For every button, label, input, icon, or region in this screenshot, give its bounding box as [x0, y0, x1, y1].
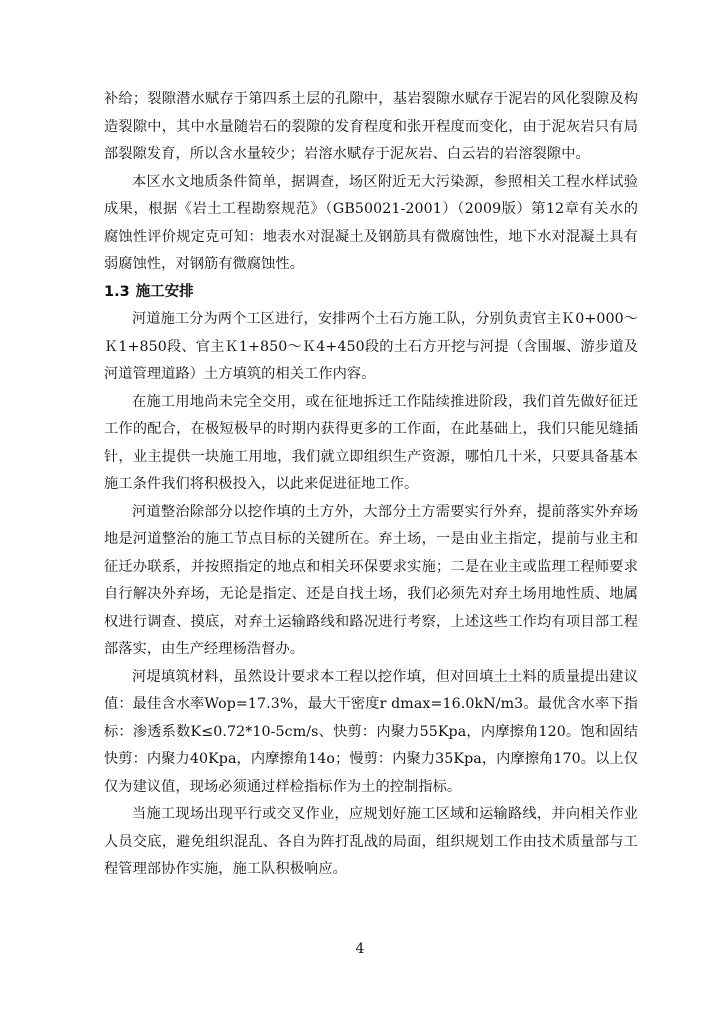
paragraph-spoil-disposal: 河道整治除部分以挖作填的土方外，大部分土方需要实行外弃，提前落实外弃场地是河道整治的施工节点目标的关键所在。弃土场，一是由业主指定，提前与业主和征迁办联系，并按照指定的地点和相关环保要求实施；二是在业主或监理工程师要求自行解决外弃场，无论是指定、还是自找土场，我们必须先对弃土场用地性质、地属权进行调查、摸底，对弃土运输路线和路况进行考察，上述这些工作均有项目部工程部落实，由生产经理杨浩督办。	[104, 503, 638, 657]
paragraph-hydrogeology: 本区水文地质条件简单，据调查，场区附近无大污染源，参照相关工程水样试验成果，根据《岩土工程勘察规范》（GB50021-2001）（2009版）第12章有关水的腐蚀性评价规定克可知：地表水对混凝土及钢筋具有微腐蚀性，地下水对混凝土具有弱腐蚀性，对钢筋有微腐蚀性。	[104, 173, 638, 272]
page-number: 4	[355, 941, 365, 957]
page-body	[104, 86, 638, 884]
section-heading	[104, 279, 638, 307]
section-title: 施工安排	[135, 283, 194, 300]
paragraph-site-coordination: 当施工现场出现平行或交叉作业，应规划好施工区域和运输路线，并向相关作业人员交底，避免组织混乱、各自为阵打乱战的局面，组织规划工作由技术质量部与工程管理部协作实施，施工队积极响应。	[104, 806, 638, 877]
section-number: 1.3	[104, 283, 130, 300]
paragraph-water-supply: 补给；裂隙潜水赋存于第四系土层的孔隙中，基岩裂隙水赋存于泥岩的风化裂隙及构造裂隙中，其中水量随岩石的裂隙的发育程度和张开程度而变化，由于泥灰岩只有局部裂隙发育，所以含水量较少；岩溶水赋存于泥灰岩、白云岩的岩溶裂隙中。	[104, 91, 638, 162]
paragraph-fill-material: 河堤填筑材料，虽然设计要求本工程以挖作填，但对回填土土料的质量提出建议值：最佳含水率Wop=17.3%，最大干密度r dmax=16.0kN/m3。最优含水率下指标：渗透系数K≤0.72*10-5cm/s、快剪：内聚力55Kpa，内摩擦角120。饱和固结快剪：内聚力40Kpa，内摩擦角14o；慢剪：内聚力35Kpa，内摩擦角170。以上仅仅为建议值，现场必须通过样检指标作为土的控制指标。	[104, 668, 638, 795]
paragraph-work-zones: 河道施工分为两个工区进行，安排两个土石方施工队，分别负责官主Ｋ0+000～Ｋ1+850段、官主Ｋ1+850～Ｋ4+450段的土石方开挖与河提（含围堰、游步道及河道管理道路）土方填筑的相关工作内容。	[104, 311, 638, 382]
paragraph-land-acquisition: 在施工用地尚未完全交用，或在征地拆迁工作陆续推进阶段，我们首先做好征迁工作的配合，在极短极早的时期内获得更多的工作面，在此基础上，我们只能见缝插针，业主提供一块施工用地，我们就立即组织生产资源，哪怕几十米，只要具备基本施工条件我们将积极投入，以此来促进征地工作。	[104, 393, 638, 492]
